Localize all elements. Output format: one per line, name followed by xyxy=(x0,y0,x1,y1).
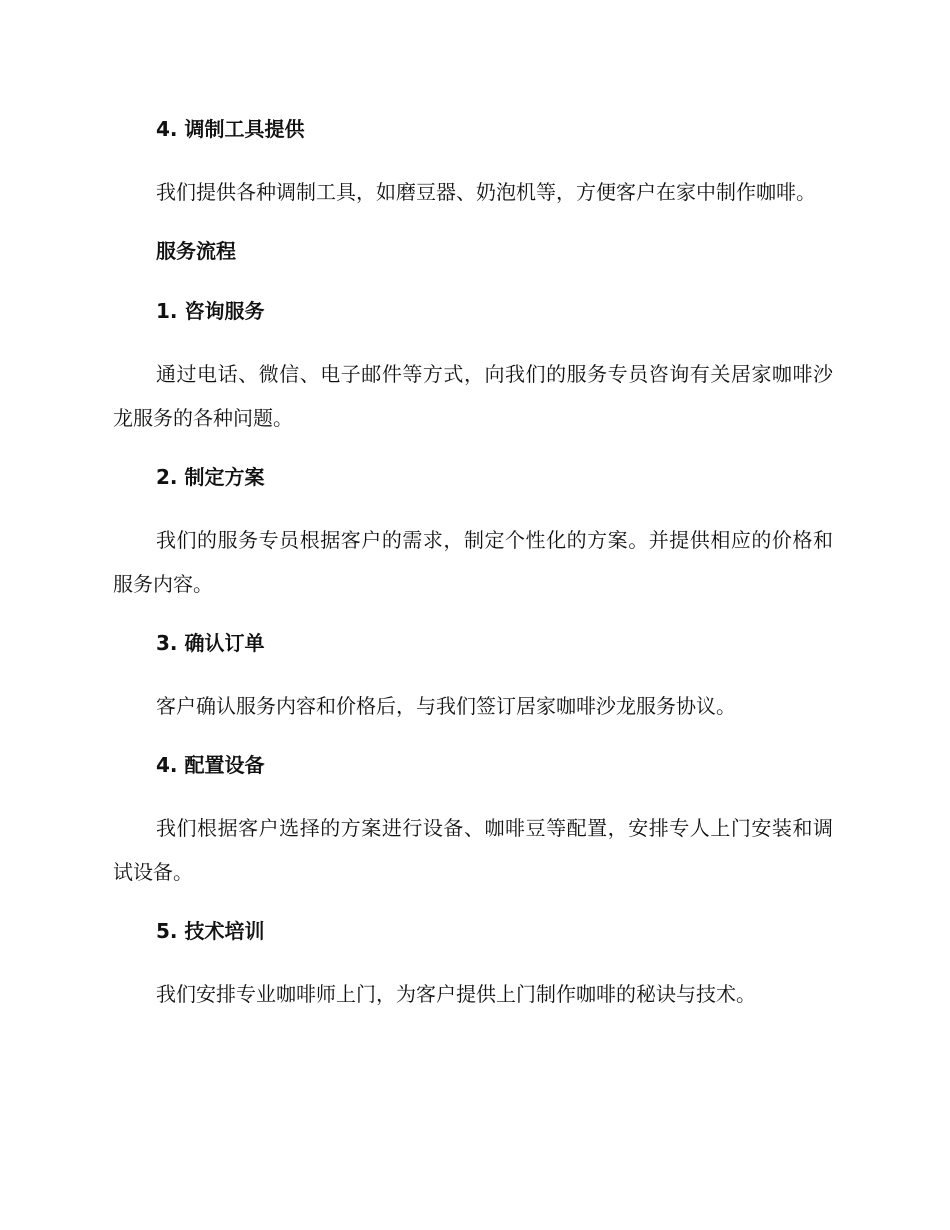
paragraph-plan: 我们的服务专员根据客户的需求，制定个性化的方案。并提供相应的价格和服务内容。 xyxy=(113,528,833,596)
document-body xyxy=(113,110,833,1016)
paragraph-training: 我们安排专业咖啡师上门，为客户提供上门制作咖啡的秘诀与技术。 xyxy=(156,982,756,1006)
step-heading-consultation: 1. 咨询服务 xyxy=(156,299,265,323)
step-heading-equipment: 4. 配置设备 xyxy=(156,753,265,777)
section-heading-service-process: 服务流程 xyxy=(156,239,236,263)
paragraph-confirm-order: 客户确认服务内容和价格后，与我们签订居家咖啡沙龙服务协议。 xyxy=(156,694,736,718)
section-heading-brewing-tools: 4. 调制工具提供 xyxy=(156,117,305,141)
paragraph-brewing-tools: 我们提供各种调制工具，如磨豆器、奶泡机等，方便客户在家中制作咖啡。 xyxy=(156,180,816,204)
step-heading-confirm-order: 3. 确认订单 xyxy=(156,631,265,655)
paragraph-equipment: 我们根据客户选择的方案进行设备、咖啡豆等配置，安排专人上门安装和调试设备。 xyxy=(113,816,833,884)
paragraph-consultation: 通过电话、微信、电子邮件等方式，向我们的服务专员咨询有关居家咖啡沙龙服务的各种问题。 xyxy=(113,362,833,430)
step-heading-plan: 2. 制定方案 xyxy=(156,465,265,489)
step-heading-training: 5. 技术培训 xyxy=(156,919,265,943)
